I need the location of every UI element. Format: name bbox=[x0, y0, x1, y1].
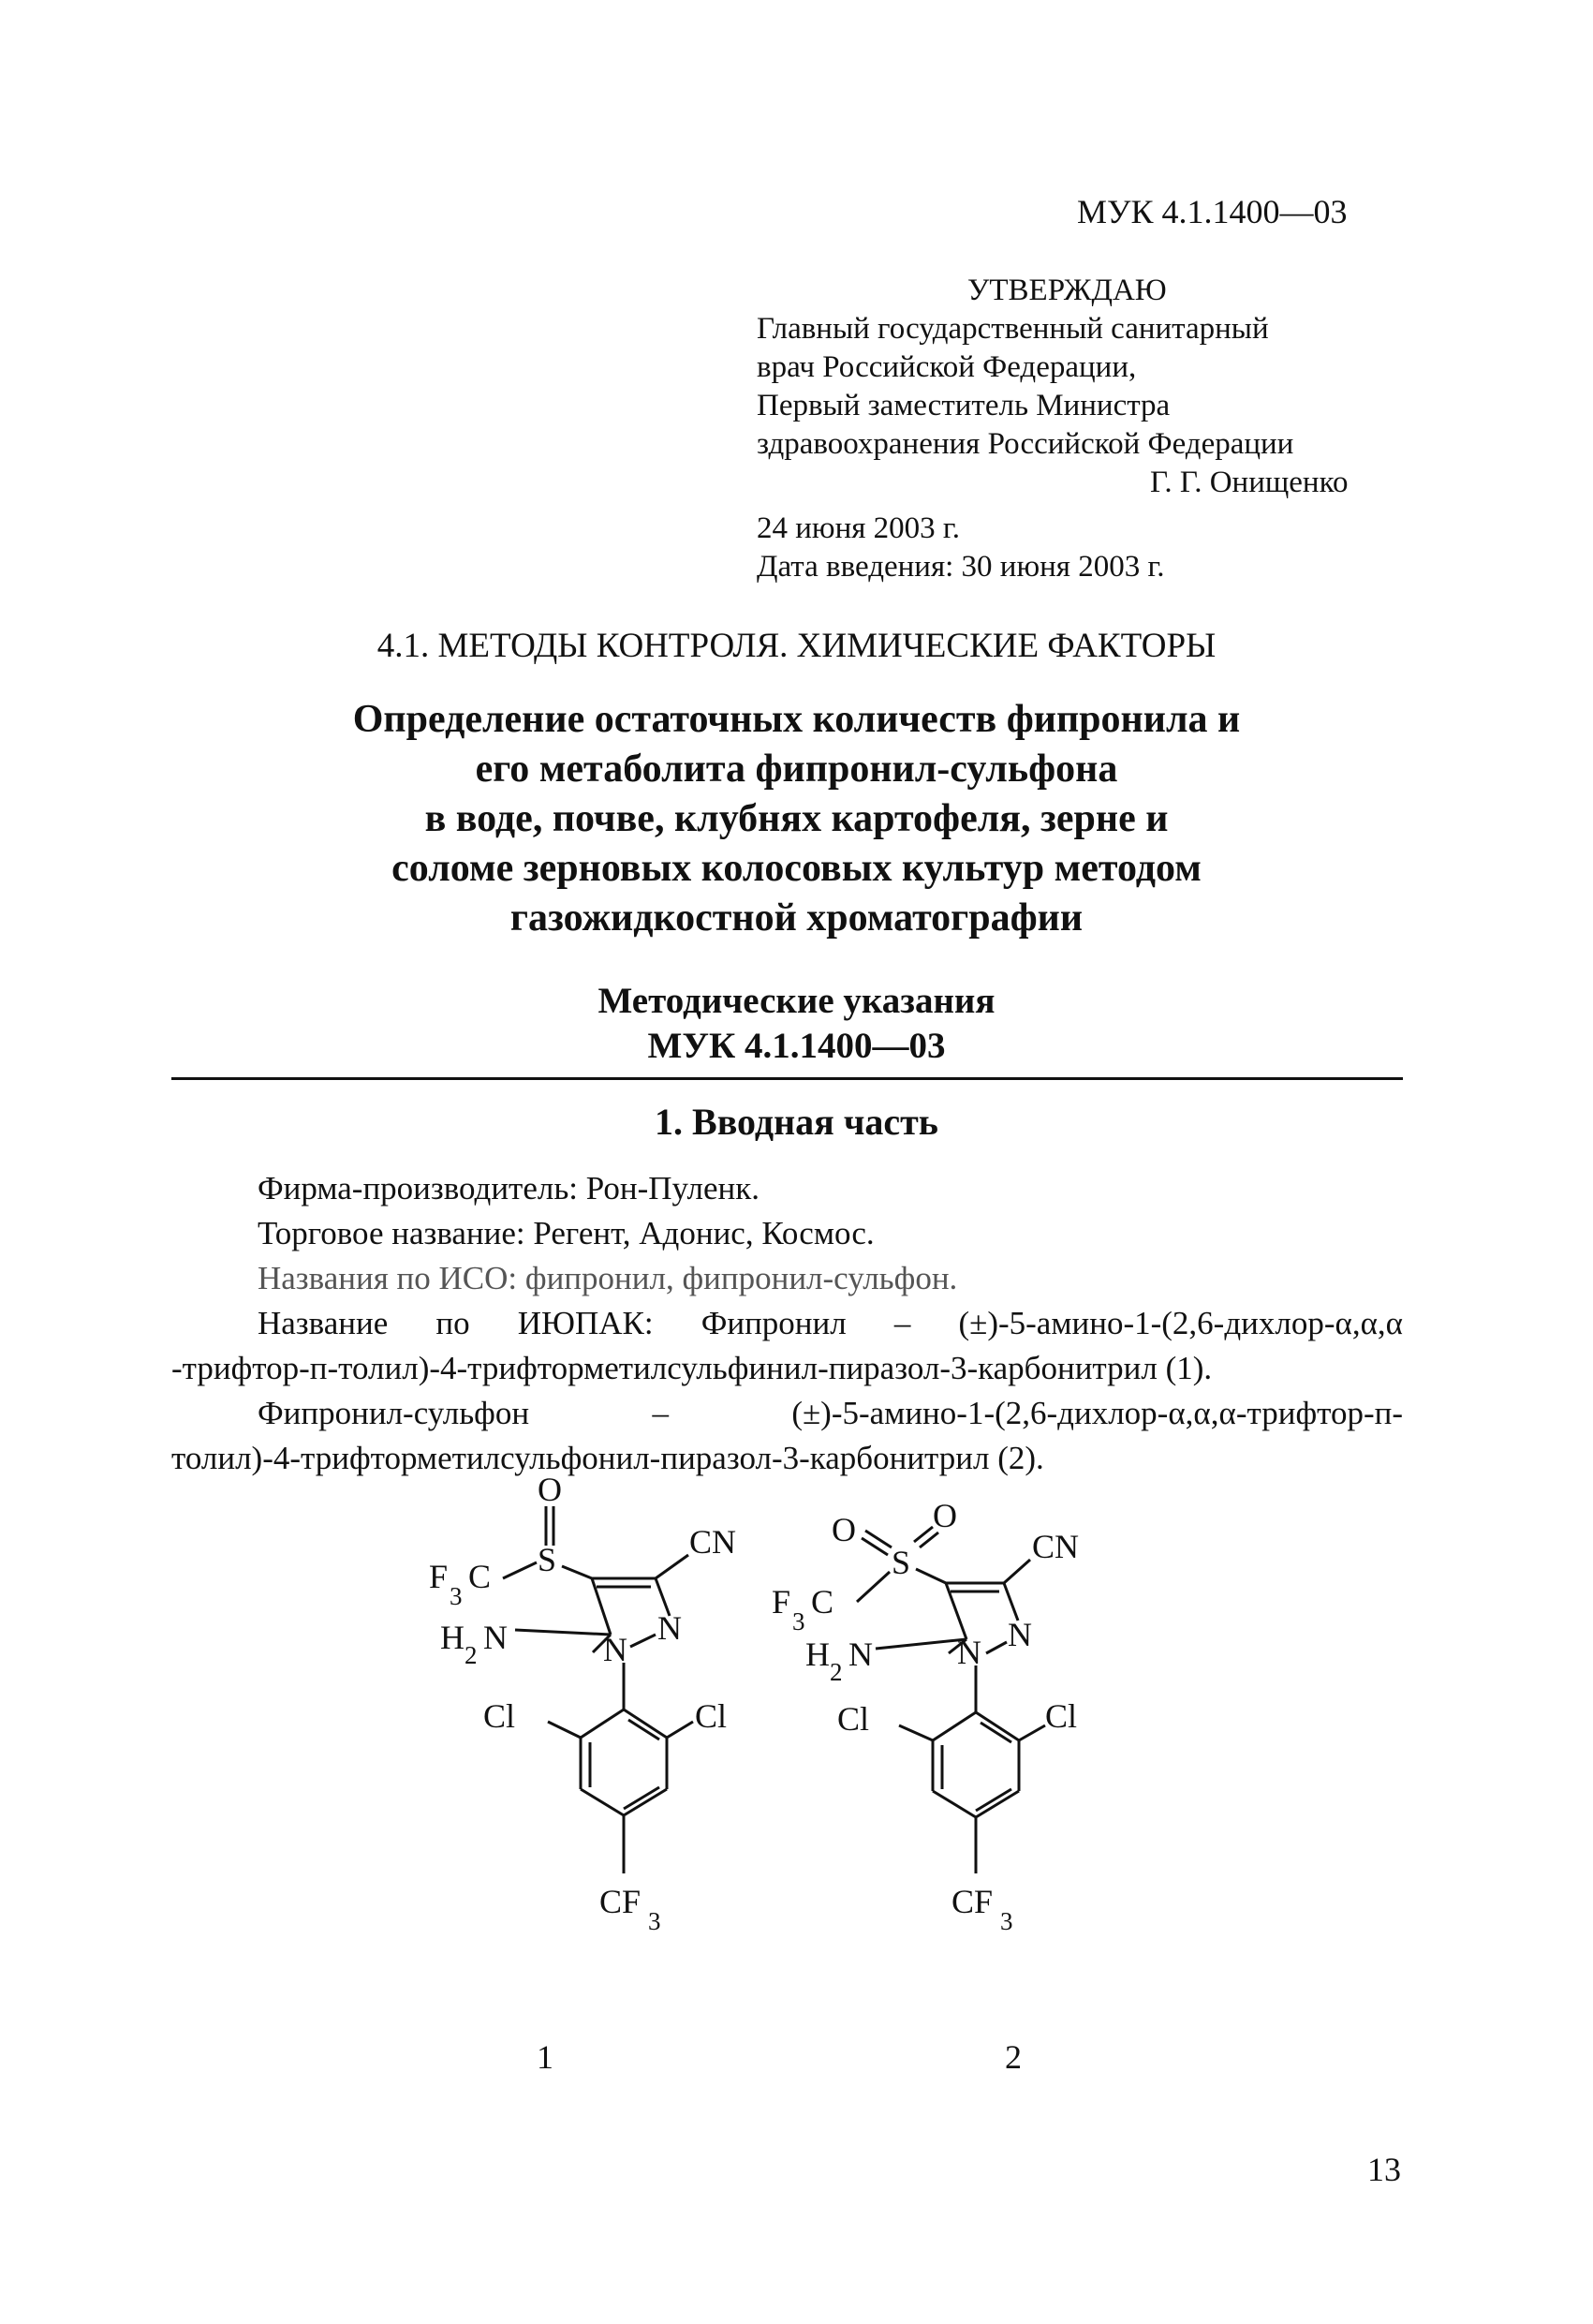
approval-block bbox=[757, 272, 1348, 586]
h2n-2-label: 2 bbox=[465, 1641, 478, 1669]
f3c-c-label: C bbox=[468, 1558, 492, 1595]
sulfone-line: Фипронил-сульфон – (±)-5-амино-1-(2,6-дихлор-α,α,α-трифтор-п- bbox=[258, 1395, 1403, 1431]
approval-heading: УТВЕРЖДАЮ bbox=[967, 274, 1167, 307]
h2n-2-label: 2 bbox=[830, 1658, 843, 1686]
approval-line: Первый заместитель Министра bbox=[757, 389, 1171, 422]
document-title bbox=[0, 695, 1593, 943]
cl-left-label: Cl bbox=[837, 1700, 870, 1738]
signatory-name: Г. Г. Онищенко bbox=[1150, 466, 1349, 499]
oxygen-right-label: O bbox=[933, 1497, 957, 1534]
cf3-3-label: 3 bbox=[648, 1907, 661, 1935]
structure-fipronil bbox=[412, 1461, 805, 2117]
document-code: МУК 4.1.1400—03 bbox=[1077, 193, 1348, 230]
sulfur-label: S bbox=[892, 1544, 911, 1581]
structure-2-diagram bbox=[759, 1461, 1152, 2042]
iupac-line: Название по ИЮПАК: Фипронил – (±)-5-амино-1-(2,6-дихлор-α,α,α bbox=[258, 1305, 1403, 1341]
section-heading: 4.1. МЕТОДЫ КОНТРОЛЯ. ХИМИЧЕСКИЕ ФАКТОРЫ bbox=[376, 627, 1217, 665]
iso-name-line: Названия по ИСО: фипронил, фипронил-сульфон. bbox=[258, 1260, 958, 1296]
structure-1-diagram bbox=[412, 1461, 805, 2042]
title-line: его метаболита фипронил-сульфона bbox=[475, 748, 1118, 791]
title-line: в воде, почве, клубнях картофеля, зерне и bbox=[424, 797, 1169, 840]
iupac-line: -трифтор-п-толил)-4-трифторметилсульфинил-пиразол-3-карбонитрил (1). bbox=[171, 1350, 1213, 1386]
document-subtitle bbox=[0, 979, 1593, 1069]
cl-left-label: Cl bbox=[483, 1697, 516, 1735]
structure-1-label: 1 bbox=[537, 2038, 553, 2076]
f3c-c-label: C bbox=[811, 1583, 834, 1621]
cl-right-label: Cl bbox=[695, 1697, 728, 1735]
manufacturer-line: Фирма-производитель: Рон-Пуленк. bbox=[258, 1170, 760, 1206]
intro-heading: 1. Вводная часть bbox=[655, 1101, 938, 1143]
f3c-3-label: 3 bbox=[450, 1582, 463, 1610]
divider-line bbox=[171, 1077, 1403, 1080]
cn-label: CN bbox=[689, 1523, 737, 1561]
effective-date: Дата введения: 30 июня 2003 г. bbox=[757, 550, 1165, 584]
intro-section bbox=[171, 1166, 1403, 1481]
cf3-cf-label: CF bbox=[951, 1883, 994, 1920]
cf3-3-label: 3 bbox=[1000, 1907, 1013, 1935]
ring-n2-label: N bbox=[1008, 1616, 1032, 1653]
f3c-f-label: F bbox=[772, 1583, 791, 1621]
cf3-cf-label: CF bbox=[599, 1883, 642, 1920]
ring-n1-label: N bbox=[957, 1634, 981, 1671]
cl-right-label: Cl bbox=[1045, 1697, 1078, 1735]
subtitle-text: Методические указания bbox=[597, 981, 996, 1021]
approval-line: здравоохранения Российской Федерации bbox=[757, 427, 1294, 461]
h2n-h-label: H bbox=[805, 1636, 830, 1673]
f3c-3-label: 3 bbox=[792, 1607, 805, 1636]
structure-fipronil-sulfone bbox=[759, 1461, 1152, 2117]
title-line: Определение остаточных количеств фипронила и bbox=[352, 698, 1241, 741]
f3c-f-label: F bbox=[429, 1558, 449, 1595]
approval-line: врач Российской Федерации, bbox=[757, 350, 1137, 384]
h2n-n-label: N bbox=[483, 1619, 508, 1656]
title-line: соломе зерновых колосовых культур методом bbox=[391, 847, 1202, 890]
subtitle-code: МУК 4.1.1400—03 bbox=[647, 1026, 946, 1066]
structure-2-label: 2 bbox=[1005, 2038, 1022, 2076]
h2n-h-label: H bbox=[440, 1619, 465, 1656]
title-line: газожидкостной хроматографии bbox=[509, 896, 1084, 940]
h2n-n-label: N bbox=[848, 1636, 873, 1673]
page-number: 13 bbox=[1367, 2151, 1401, 2188]
sulfur-label: S bbox=[538, 1541, 557, 1578]
oxygen-label: O bbox=[538, 1471, 562, 1508]
cn-label: CN bbox=[1032, 1528, 1080, 1565]
sulfone-line: толил)-4-трифторметилсульфонил-пиразол-3-карбонитрил (2). bbox=[171, 1440, 1044, 1476]
ring-n1-label: N bbox=[603, 1631, 627, 1668]
oxygen-left-label: O bbox=[832, 1511, 856, 1548]
approval-date: 24 июня 2003 г. bbox=[757, 511, 960, 545]
ring-n2-label: N bbox=[657, 1609, 682, 1647]
trade-name-line: Торговое название: Регент, Адонис, Космос. bbox=[258, 1215, 875, 1251]
approval-line: Главный государственный санитарный bbox=[757, 312, 1269, 346]
